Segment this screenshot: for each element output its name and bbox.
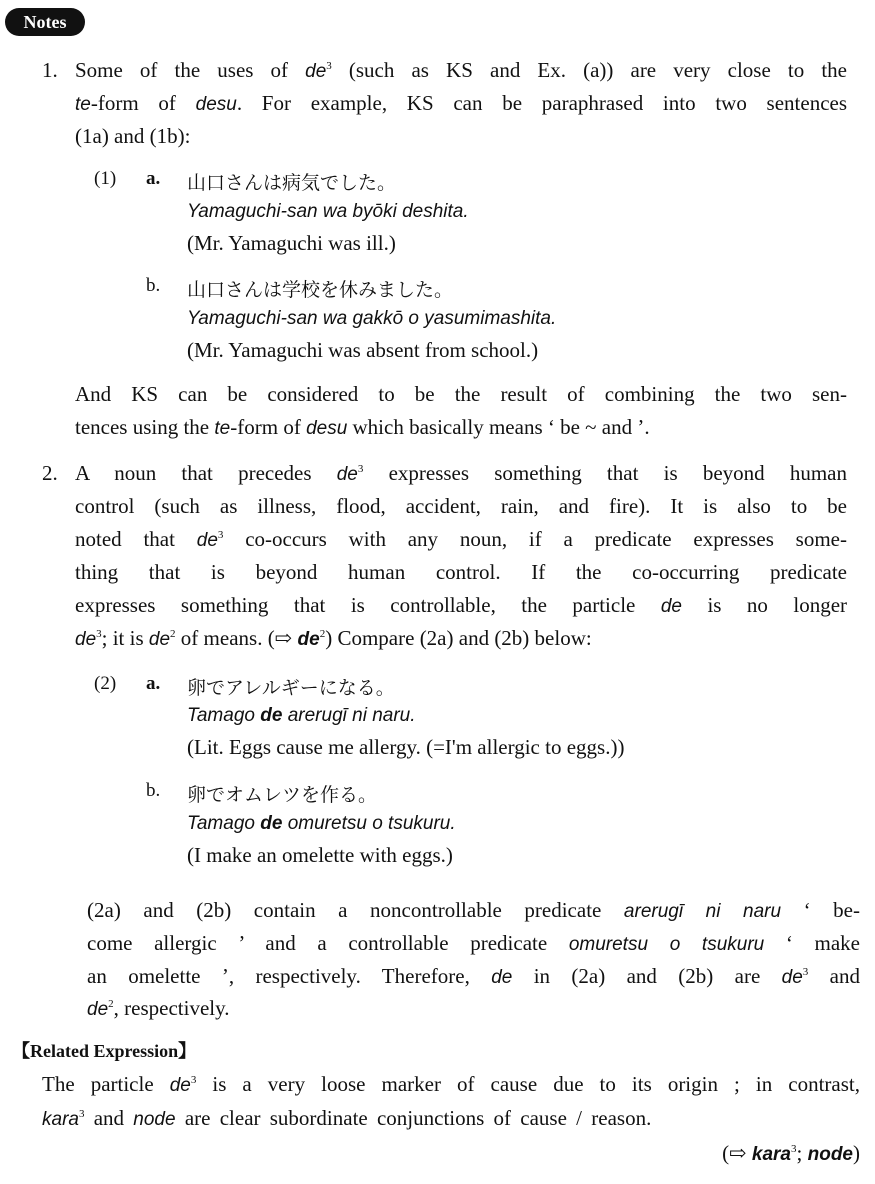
note-2-conclusion-line-1: (2a) and (2b) contain a noncontrollable predicate arerugī ni naru ‘ be- — [87, 898, 860, 922]
example-1-label: (1) — [94, 168, 117, 189]
note-1-line-1: Some of the uses of $de^3$ (such as KS and Ex. (a)) are very close to the — [75, 58, 847, 82]
example-2a-translation: (Lit. Eggs cause me allergy. (=I'm allergic to eggs.)) — [187, 735, 625, 759]
example-2a-romaji: Tamago de arerugī ni naru. — [187, 705, 416, 726]
example-1b-label: b. — [146, 275, 161, 296]
example-1a-translation: (Mr. Yamaguchi was ill.) — [187, 231, 396, 255]
note-2-line-3: noted that $de^3$ co-occurs with any noun, if a predicate expresses some- — [75, 527, 847, 551]
note-2-line-2: control (such as illness, flood, accident, rain, and fire). It is also to be — [75, 494, 847, 518]
example-2a-japanese: 卵でアレルギーになる。 — [187, 677, 395, 699]
example-1a-japanese: 山口さんは病気でした。 — [187, 172, 397, 194]
note-1-paragraph-line-2: tences using the te-form of desu which basically means ‘ be ~ and ’. — [75, 415, 650, 439]
note-1-line-3: (1a) and (1b): — [75, 124, 191, 148]
note-2-number: 2. — [42, 461, 58, 485]
related-line-1: The particle $de^3$ is a very loose marker of cause due to its origin ; in contrast, — [42, 1072, 860, 1096]
cross-reference-kara3[interactable]: kara — [751, 1144, 792, 1165]
note-1-line-2: te-form of desu. For example, KS can be paraphrased into two sentences — [75, 91, 848, 115]
example-2a-label: a. — [146, 673, 161, 694]
cross-reference-node[interactable]: node — [807, 1144, 853, 1165]
note-2-conclusion-line-3: an omelette ’, respectively. Therefore, de in (2a) and (2b) are $de^3$ and — [87, 964, 860, 988]
example-2b-romaji: Tamago de omuretsu o tsukuru. — [187, 813, 456, 834]
note-2-line-5: expresses something that is controllable, the particle de is no longer — [75, 593, 848, 617]
note-2-line-1: A noun that precedes $de^3$ expresses something that is beyond human — [75, 461, 847, 485]
example-1b-romaji: Yamaguchi-san wa gakkō o yasumimashita. — [187, 308, 557, 329]
note-2-conclusion-line-4: $de^2$, respectively. — [87, 996, 230, 1020]
related-cross-reference: (⇨ kara$^3$; node) — [722, 1141, 860, 1165]
notes-badge: Notes — [5, 8, 85, 36]
example-1b-japanese: 山口さんは学校を休みました。 — [187, 279, 454, 301]
example-1a-label: a. — [146, 168, 161, 189]
related-expression-heading: 【Related Expression】 — [12, 1041, 197, 1061]
note-2-line-6: $de^3$; it is $de^2$ of means. (⇨ $de^2$) Compare (2a) and (2b) below: — [75, 626, 592, 650]
example-2b-japanese: 卵でオムレツを作る。 — [187, 784, 378, 806]
example-2b-label: b. — [146, 780, 161, 801]
note-1-number: 1. — [42, 58, 58, 82]
note-2-line-4: thing that is beyond human control. If the co-occurring predicate — [75, 560, 847, 584]
cross-reference-de2[interactable]: de — [297, 629, 320, 650]
related-line-2: kara$^3$ and node are clear subordinate conjunctions of cause / reason. — [42, 1106, 652, 1130]
example-2-label: (2) — [94, 673, 117, 694]
note-2-conclusion-line-2: come allergic ’ and a controllable predicate omuretsu o tsukuru ‘ make — [87, 931, 860, 955]
note-1-paragraph-line-1: And KS can be considered to be the result of combining the two sen- — [75, 382, 847, 406]
example-1a-romaji: Yamaguchi-san wa byōki deshita. — [187, 201, 469, 222]
example-1b-translation: (Mr. Yamaguchi was absent from school.) — [187, 338, 539, 362]
example-2b-translation: (I make an omelette with eggs.) — [187, 843, 453, 867]
